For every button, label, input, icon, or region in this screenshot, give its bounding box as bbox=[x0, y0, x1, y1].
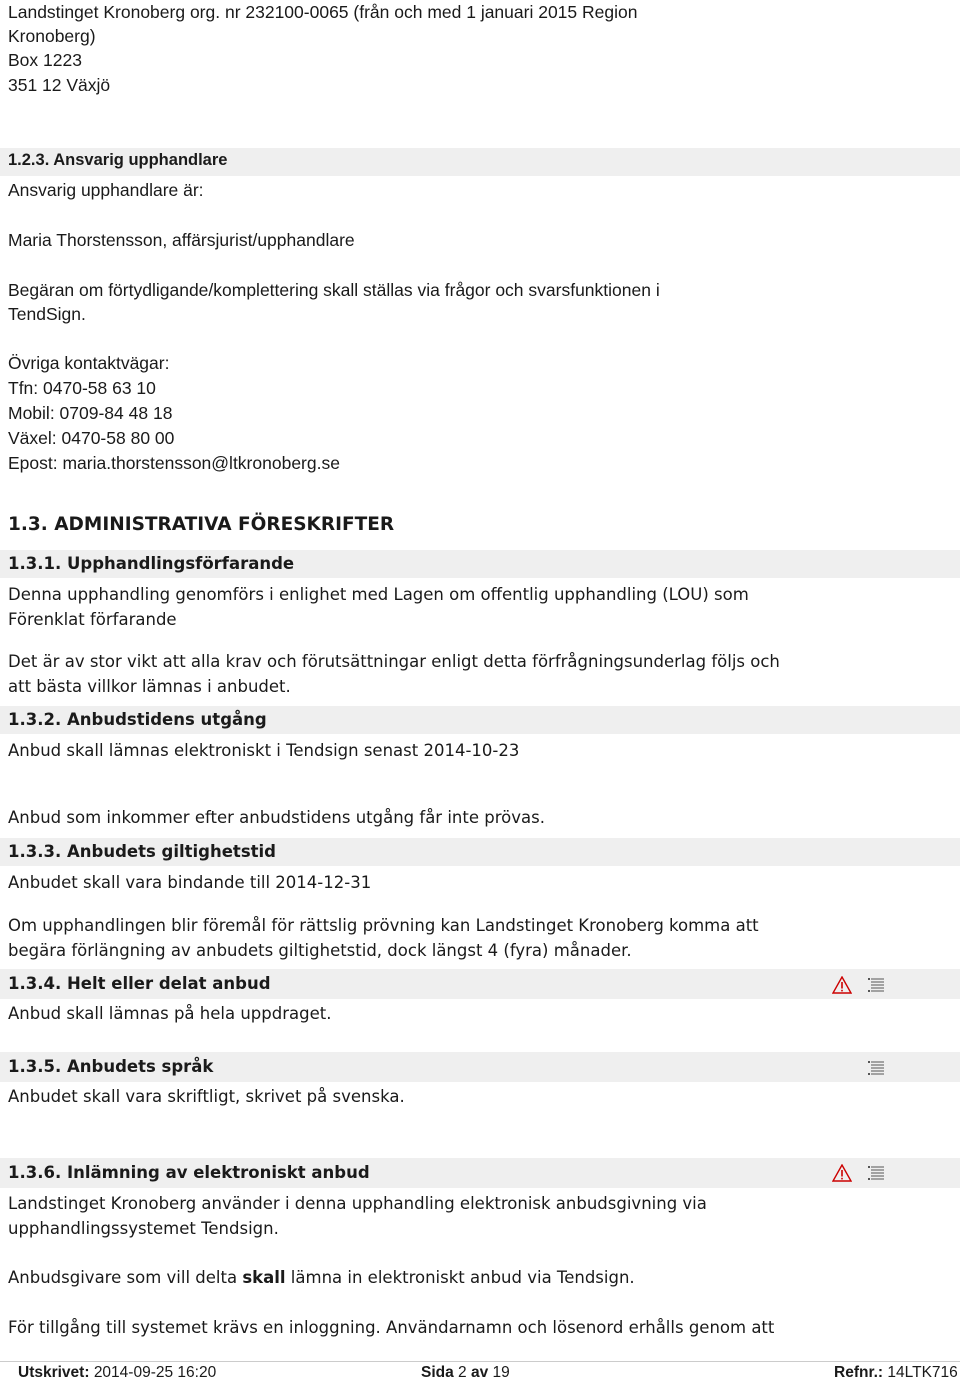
list-icon[interactable] bbox=[868, 977, 884, 993]
electronic-bid-text-line-2: upphandlingssystemet Tendsign. bbox=[8, 1219, 279, 1238]
section-heading-1-3-5: 1.3.5. Anbudets språk bbox=[8, 1057, 214, 1076]
section-heading-1-3: 1.3. ADMINISTRATIVA FÖRESKRIFTER bbox=[8, 514, 395, 535]
footer-ref-label: Refnr.: bbox=[834, 1364, 884, 1381]
footer-page bbox=[421, 1364, 510, 1382]
late-bid-text: Anbud som inkommer efter anbudstidens utgång får inte prövas. bbox=[8, 808, 545, 827]
requirements-text-line-1: Det är av stor vikt att alla krav och förutsättningar enligt detta förfrågningsunderlag följs och bbox=[8, 652, 780, 671]
procedure-text-line-1: Denna upphandling genomförs i enlighet med Lagen om offentlig upphandling (LOU) som bbox=[8, 585, 749, 604]
warning-icon[interactable] bbox=[832, 1164, 852, 1182]
address-line-4: 351 12 Växjö bbox=[8, 75, 111, 95]
participation-text-post: lämna in elektroniskt anbud via Tendsign. bbox=[285, 1268, 635, 1287]
requirements-text-line-2: att bästa villkor lämnas i anbudet. bbox=[8, 677, 291, 696]
review-text-line-1: Om upphandlingen blir föremål för rättslig prövning kan Landstinget Kronoberg komma att bbox=[8, 916, 759, 935]
warning-icon[interactable] bbox=[832, 976, 852, 994]
responsible-intro: Ansvarig upphandlare är: bbox=[8, 180, 204, 200]
contact-mobile: Mobil: 0709-84 48 18 bbox=[8, 403, 173, 423]
section-icons bbox=[832, 1163, 888, 1183]
review-text-line-2: begära förlängning av anbudets giltighetstid, dock längst 4 (fyra) månader. bbox=[8, 941, 632, 960]
section-heading-1-3-4: 1.3.4. Helt eller delat anbud bbox=[8, 974, 271, 993]
footer-page-of: av bbox=[470, 1364, 489, 1381]
contact-switchboard: Växel: 0470-58 80 00 bbox=[8, 428, 175, 448]
responsible-name: Maria Thorstensson, affärsjurist/upphandlare bbox=[8, 230, 355, 250]
language-text: Anbudet skall vara skriftligt, skrivet på svenska. bbox=[8, 1087, 405, 1106]
participation-text bbox=[8, 1265, 635, 1290]
section-heading-1-3-3: 1.3.3. Anbudets giltighetstid bbox=[8, 842, 276, 861]
address-line-3: Box 1223 bbox=[8, 50, 82, 70]
contact-phone: Tfn: 0470-58 63 10 bbox=[8, 378, 156, 398]
footer-ref-value: 14LTK716 bbox=[887, 1364, 958, 1381]
address-line-2: Kronoberg) bbox=[8, 26, 96, 46]
footer-divider bbox=[0, 1361, 960, 1362]
footer-page-total: 19 bbox=[492, 1364, 510, 1381]
footer-ref bbox=[834, 1364, 958, 1382]
participation-text-bold: skall bbox=[242, 1268, 286, 1287]
section-icons bbox=[832, 975, 888, 995]
procedure-text-line-2: Förenklat förfarande bbox=[8, 610, 177, 629]
list-icon[interactable] bbox=[868, 1060, 884, 1076]
request-text-line-2: TendSign. bbox=[8, 304, 86, 324]
whole-bid-text: Anbud skall lämnas på hela uppdraget. bbox=[8, 1004, 332, 1023]
participation-text-pre: Anbudsgivare som vill delta bbox=[8, 1268, 243, 1287]
address-line-1: Landstinget Kronoberg org. nr 232100-0065 (från och med 1 januari 2015 Region bbox=[8, 2, 638, 22]
section-heading-1-3-6: 1.3.6. Inlämning av elektroniskt anbud bbox=[8, 1163, 370, 1182]
footer-printed-label: Utskrivet: bbox=[18, 1364, 90, 1381]
footer-page-label: Sida bbox=[421, 1364, 454, 1381]
footer-printed-value: 2014-09-25 16:20 bbox=[93, 1364, 217, 1381]
list-icon[interactable] bbox=[868, 1165, 884, 1181]
footer-printed bbox=[18, 1364, 216, 1382]
section-heading-1-3-1: 1.3.1. Upphandlingsförfarande bbox=[8, 554, 295, 573]
contact-email: Epost: maria.thorstensson@ltkronoberg.se bbox=[8, 453, 340, 473]
electronic-bid-text-line-1: Landstinget Kronoberg använder i denna upphandling elektronisk anbudsgivning via bbox=[8, 1194, 707, 1213]
section-heading-1-3-2: 1.3.2. Anbudstidens utgång bbox=[8, 710, 267, 729]
login-text: För tillgång till systemet krävs en inloggning. Användarnamn och lösenord erhålls genom att bbox=[8, 1318, 775, 1337]
contacts-title: Övriga kontaktvägar: bbox=[8, 353, 170, 373]
validity-text: Anbudet skall vara bindande till 2014-12-31 bbox=[8, 873, 372, 892]
request-text-line-1: Begäran om förtydligande/komplettering skall ställas via frågor och svarsfunktionen i bbox=[8, 280, 660, 300]
section-icons bbox=[832, 1058, 888, 1078]
section-heading-1-2-3: 1.2.3. Ansvarig upphandlare bbox=[8, 151, 228, 169]
deadline-text: Anbud skall lämnas elektroniskt i Tendsign senast 2014-10-23 bbox=[8, 741, 520, 760]
footer-page-current: 2 bbox=[458, 1364, 467, 1381]
